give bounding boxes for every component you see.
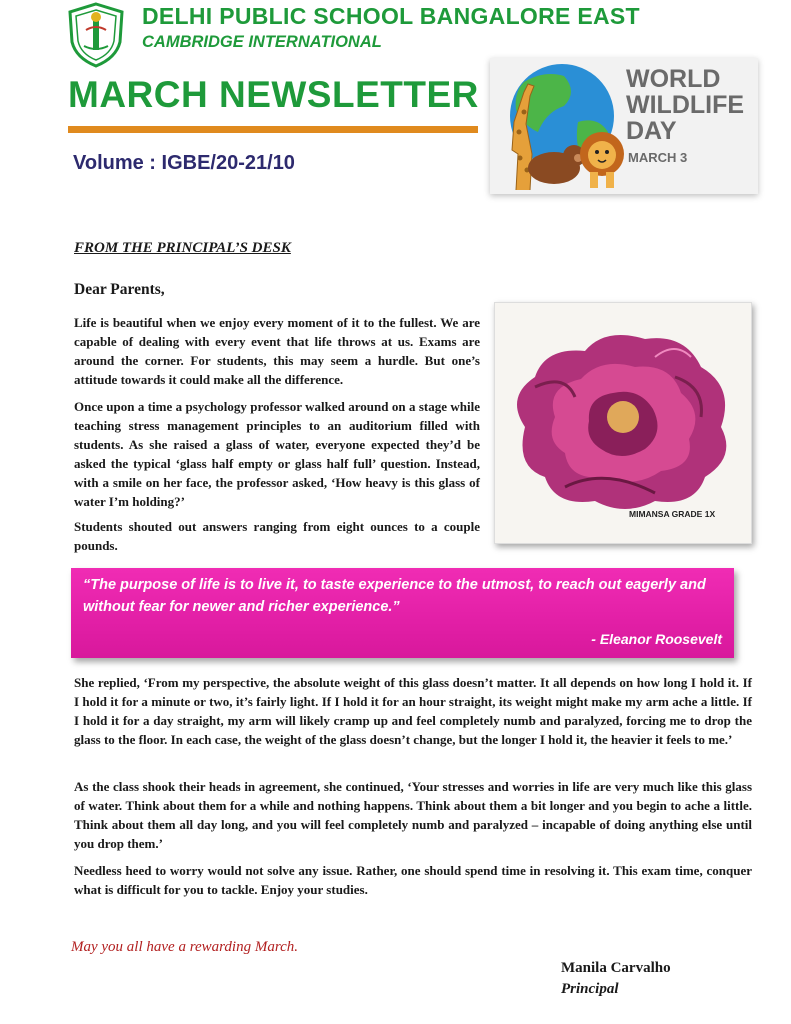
body-paragraph: She replied, ‘From my perspective, the absolute weight of this glass doesn’t matter. It all depends on how long I hold it. If I hold it for a minute or two, it’s fairly light. If I hold it for an hour straight, its weight might make my arm ache a little. If I hold it for a day straight, my arm will likely cramp up and feel completely numb and paralyzed, forcing me to drop the glass to the floor. In each case, the weight of the glass doesn’t change, but the longer I hold it, the heavier it feels to me.’	[74, 675, 752, 747]
banner-title: WORLD WILDLIFE DAY	[626, 65, 745, 145]
body-paragraph: Students shouted out answers ranging from eight ounces to a couple pounds.	[74, 519, 480, 553]
peony-flower-icon	[505, 317, 741, 517]
quote-text: “The purpose of life is to live it, to taste experience to the utmost, to reach out eagerly and without fear for newer and richer experience.”	[83, 577, 706, 615]
student-painting	[494, 302, 752, 544]
body-paragraph: Life is beautiful when we enjoy every moment of it to the fullest. We are capable of dealing with every event that life throws at us. Exams are around the corner. For students, this may seem a hurdle. But one’s attitude towards it could make all the difference.	[74, 315, 480, 387]
body-paragraph: Once upon a time a psychology professor walked around on a stage while teaching stress management principles to an auditorium filled with students. As she raised a glass of water, everyone expected they’d be asked the typical ‘glass half empty or glass half full’ question. Instead, with a smile on her face, the professor asked, ‘How heavy is this glass of water I’m holding?’	[74, 399, 480, 509]
volume-label: Volume : IGBE/20-21/10	[73, 152, 295, 174]
body-paragraph: Needless heed to worry would not solve any issue. Rather, one should spend time in resolving it. This exam time, conquer what is difficult for you to tackle. Enjoy your studies.	[74, 863, 752, 897]
lion-icon	[580, 132, 624, 188]
body-paragraph: As the class shook their heads in agreement, she continued, ‘Your stresses and worries in life are very much like this glass of water. Think about them for a while and nothing happens. Think about them a bit longer and you begin to ache a little. Think about them all day long, and you will feel completely numb and paralyzed – incapable of doing anything else until you drop them.’	[74, 779, 752, 851]
section-heading: FROM THE PRINCIPAL’S DESK	[74, 240, 291, 256]
signer-name: Manila Carvalho	[561, 960, 671, 976]
school-name: DELHI PUBLIC SCHOOL BANGALORE EAST	[142, 3, 640, 29]
wildlife-illustration	[494, 62, 626, 192]
signer-title: Principal	[561, 981, 619, 997]
painting-credit: MIMANSA GRADE 1X	[629, 509, 716, 519]
world-wildlife-day-banner	[490, 58, 758, 194]
school-subtitle: CAMBRIDGE INTERNATIONAL	[142, 33, 382, 51]
closing-wish: May you all have a rewarding March.	[71, 939, 299, 955]
banner-date: MARCH 3	[628, 150, 688, 165]
school-crest-icon	[66, 2, 126, 68]
salutation: Dear Parents,	[74, 281, 165, 298]
title-divider	[68, 126, 478, 133]
quote-author: - Eleanor Roosevelt	[591, 631, 722, 647]
quote-box	[71, 568, 734, 658]
newsletter-title: MARCH NEWSLETTER	[68, 74, 479, 115]
